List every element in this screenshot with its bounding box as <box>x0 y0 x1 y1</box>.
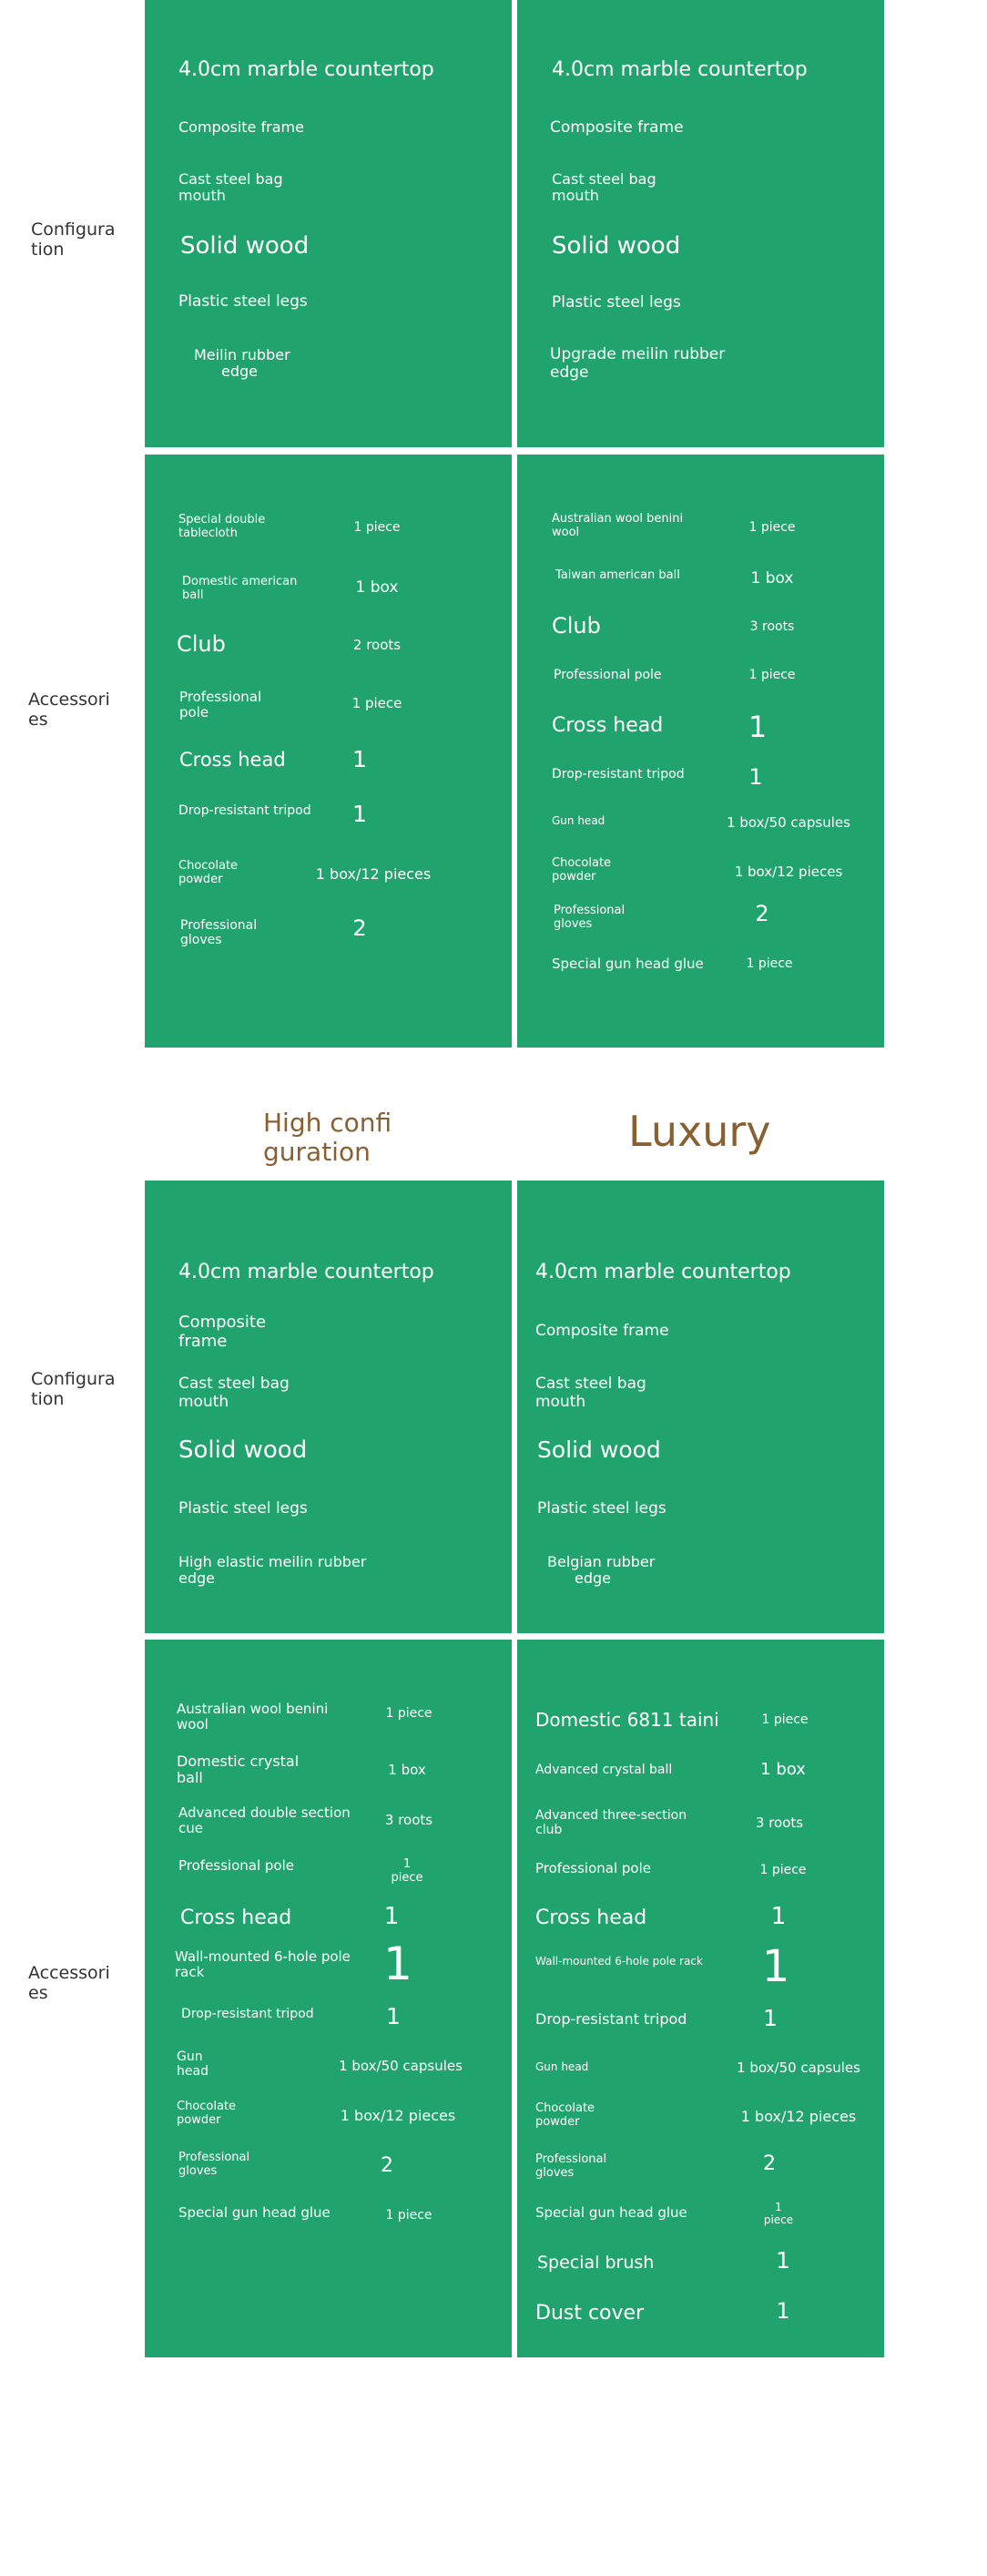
config-item: Solid wood <box>178 1436 308 1464</box>
accessory-quantity: 3 roots <box>384 1812 433 1828</box>
accessory-quantity: 1 <box>383 1903 400 1930</box>
config-item: Cast steel bag mouth <box>178 170 283 205</box>
config-item: Solid wood <box>537 1436 661 1463</box>
accessory-quantity: 1 box/12 pieces <box>315 865 432 883</box>
accessory-quantity: 1 <box>761 1941 790 1992</box>
config-item: Plastic steel legs <box>552 293 681 312</box>
accessory-name: Special double tablecloth <box>178 513 266 540</box>
accessory-name: Cross head <box>180 1906 292 1929</box>
heading-luxury: Luxury <box>628 1107 771 1156</box>
accessory-name: Professional gloves <box>554 904 626 931</box>
accessory-quantity: 1 <box>352 801 367 827</box>
accessory-name: Club <box>552 613 601 639</box>
accessory-name: Drop-resistant tripod <box>181 2007 314 2021</box>
row-label-configuration: Configura tion <box>31 1369 116 1409</box>
accessory-quantity: 3 roots <box>755 1814 804 1831</box>
accessory-name: Professional gloves <box>178 2151 250 2178</box>
accessory-name: Special gun head glue <box>535 2204 687 2221</box>
accessory-name: Special gun head glue <box>178 2204 331 2221</box>
accessory-name: Dust cover <box>535 2302 645 2325</box>
accessory-name: Domestic american ball <box>182 575 298 602</box>
accessory-quantity: 1 box/12 pieces <box>340 2107 456 2124</box>
config-item: 4.0cm marble countertop <box>178 1261 434 1283</box>
config-item: Plastic steel legs <box>537 1499 666 1518</box>
accessory-quantity: 2 roots <box>352 637 402 653</box>
accessory-name: Professional pole <box>554 668 662 682</box>
accessory-name: Domestic crystal ball <box>177 1753 300 1787</box>
accessory-name: Chocolate powder <box>178 859 239 886</box>
accessory-name: Professional pole <box>178 1857 295 1874</box>
accessory-name: Advanced double section cue <box>178 1804 351 1837</box>
config-item: Composite frame <box>178 118 304 136</box>
accessory-quantity: 1 <box>763 2005 778 2031</box>
accessory-quantity: 2 <box>763 2152 776 2175</box>
accessory-quantity: 2 <box>352 915 367 941</box>
config-item: Plastic steel legs <box>178 1499 308 1518</box>
accessory-name: Wall-mounted 6-hole pole rack <box>175 1948 351 1981</box>
accessory-quantity: 1 <box>386 2003 401 2029</box>
accessory-quantity: 1 box/12 pieces <box>734 864 843 880</box>
accessory-quantity: 1 piece <box>759 1863 807 1877</box>
row-label-accessories: Accessori es <box>28 1963 110 2003</box>
accessory-name: Australian wool benini wool <box>177 1701 329 1733</box>
accessory-name: Chocolate powder <box>535 2101 595 2129</box>
accessory-name: Advanced crystal ball <box>535 1763 673 1777</box>
config-item: Belgian rubber edge <box>547 1553 656 1588</box>
accessory-name: Professional gloves <box>180 918 258 948</box>
accessory-name: Professional gloves <box>535 2152 607 2180</box>
bottom-accessories-left-panel <box>145 1640 512 2357</box>
accessory-quantity: 1 box/50 capsules <box>737 2060 860 2076</box>
config-item: Cast steel bag mouth <box>535 1375 646 1411</box>
accessory-quantity: 2 <box>381 2154 393 2177</box>
accessory-quantity: 1 piece <box>391 1857 423 1885</box>
accessory-quantity: 1 piece <box>748 668 796 682</box>
accessory-quantity: 1 piece <box>761 1712 809 1727</box>
accessory-name: Chocolate powder <box>552 856 612 884</box>
accessory-quantity: 1 piece <box>385 1706 432 1721</box>
row-label-configuration: Configura tion <box>31 220 116 260</box>
accessory-name: Chocolate powder <box>177 2100 237 2127</box>
accessory-name: Gun head <box>552 814 605 827</box>
config-item: Upgrade meilin rubber edge <box>550 345 726 382</box>
accessory-quantity: 1 box <box>760 1760 806 1779</box>
accessory-quantity: 1 <box>770 1903 787 1930</box>
accessory-quantity: 1 <box>776 2298 790 2324</box>
accessory-name: Gun head <box>535 2060 589 2073</box>
config-item: Cast steel bag mouth <box>552 170 656 205</box>
accessory-name: Professional pole <box>179 689 262 721</box>
accessory-quantity: 1 <box>748 710 768 744</box>
accessory-name: Drop-resistant tripod <box>178 803 311 818</box>
heading-high-configuration: High confi guration <box>263 1108 392 1168</box>
accessory-quantity: 1 box <box>388 1762 426 1778</box>
config-item: 4.0cm marble countertop <box>178 58 434 81</box>
accessory-quantity: 1 box <box>750 569 794 588</box>
accessory-quantity: 2 <box>755 901 769 926</box>
accessory-name: Gun head <box>177 2050 209 2080</box>
bottom-accessories-right-panel <box>517 1640 884 2357</box>
accessory-name: Drop-resistant tripod <box>535 2010 687 2028</box>
accessory-name: Special brush <box>537 2253 655 2273</box>
accessory-name: Special gun head glue <box>552 956 704 972</box>
accessory-name: Wall-mounted 6-hole pole rack <box>535 1955 703 1968</box>
row-label-accessories: Accessori es <box>28 690 110 730</box>
accessory-name: Taiwan american ball <box>555 568 680 582</box>
config-item: 4.0cm marble countertop <box>552 58 808 81</box>
accessory-name: Domestic 6811 taini <box>535 1709 719 1731</box>
accessory-quantity: 1 piece <box>746 956 793 971</box>
config-item: Meilin rubber edge <box>194 346 290 381</box>
accessory-name: Cross head <box>179 749 286 771</box>
accessory-quantity: 1 piece <box>763 2201 794 2226</box>
accessory-quantity: 1 <box>352 746 367 772</box>
accessory-quantity: 3 roots <box>749 619 795 634</box>
config-item: Composite frame <box>178 1313 267 1351</box>
accessory-quantity: 1 <box>748 764 763 790</box>
accessory-quantity: 1 <box>776 2247 790 2274</box>
accessory-name: Drop-resistant tripod <box>552 767 685 782</box>
config-item: Solid wood <box>552 232 681 260</box>
config-item: Plastic steel legs <box>178 292 308 311</box>
accessory-quantity: 1 piece <box>353 520 401 535</box>
config-item: High elastic meilin rubber edge <box>178 1553 367 1588</box>
accessory-name: Advanced three-section club <box>535 1808 687 1838</box>
accessory-name: Professional pole <box>535 1860 652 1876</box>
config-item: Composite frame <box>535 1322 669 1340</box>
accessory-name: Club <box>177 631 226 657</box>
accessory-quantity: 1 piece <box>748 520 796 535</box>
accessory-quantity: 1 box/50 capsules <box>339 2058 463 2074</box>
accessory-name: Cross head <box>552 714 664 737</box>
config-item: Solid wood <box>180 232 310 260</box>
config-item: Composite frame <box>550 118 684 137</box>
config-item: 4.0cm marble countertop <box>535 1261 791 1283</box>
accessory-quantity: 1 box <box>355 578 399 597</box>
accessory-quantity: 1 <box>383 1937 412 1990</box>
accessory-quantity: 1 box/12 pieces <box>740 2108 857 2125</box>
accessory-quantity: 1 piece <box>385 2208 432 2223</box>
accessory-quantity: 1 box/50 capsules <box>727 814 850 831</box>
accessory-name: Cross head <box>535 1906 647 1929</box>
accessory-name: Australian wool benini wool <box>552 512 684 539</box>
accessory-quantity: 1 piece <box>351 695 402 711</box>
config-item: Cast steel bag mouth <box>178 1375 290 1411</box>
